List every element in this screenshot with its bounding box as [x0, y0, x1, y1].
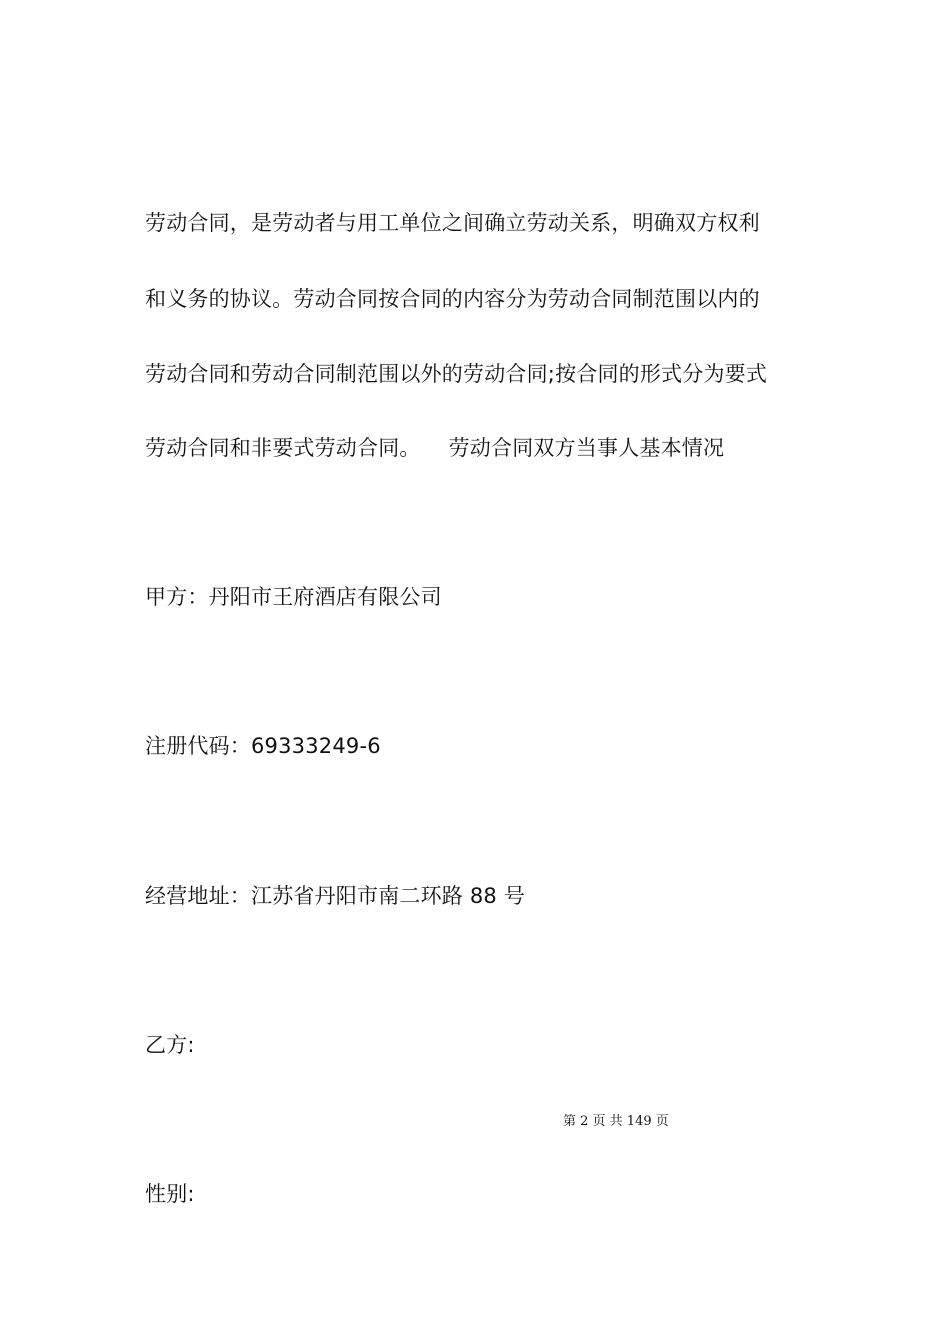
- paragraph-line-3: 劳动合同和劳动合同制范围以外的劳动合同;按合同的形式分为要式: [145, 362, 768, 386]
- party-a-field: 甲方：丹阳市王府酒店有限公司: [145, 585, 442, 609]
- section-heading-parties: 劳动合同双方当事人基本情况: [448, 436, 725, 460]
- party-b-field: 乙方:: [145, 1033, 195, 1057]
- paragraph-line-4: [145, 434, 724, 462]
- gender-field: 性别:: [145, 1182, 195, 1206]
- paragraph-line-4-text: 劳动合同和非要式劳动合同。: [145, 436, 421, 460]
- paragraph-line-1: 劳动合同，是劳动者与用工单位之间确立劳动关系，明确双方权利: [145, 211, 760, 235]
- paragraph-line-2: 和义务的协议。劳动合同按合同的内容分为劳动合同制范围以内的: [145, 287, 760, 311]
- page-number-footer: 第 2 页 共 149 页: [563, 1114, 669, 1129]
- registration-code-field: 注册代码：69333249-6: [145, 734, 381, 758]
- business-address-field: 经营地址：江苏省丹阳市南二环路 88 号: [145, 884, 526, 908]
